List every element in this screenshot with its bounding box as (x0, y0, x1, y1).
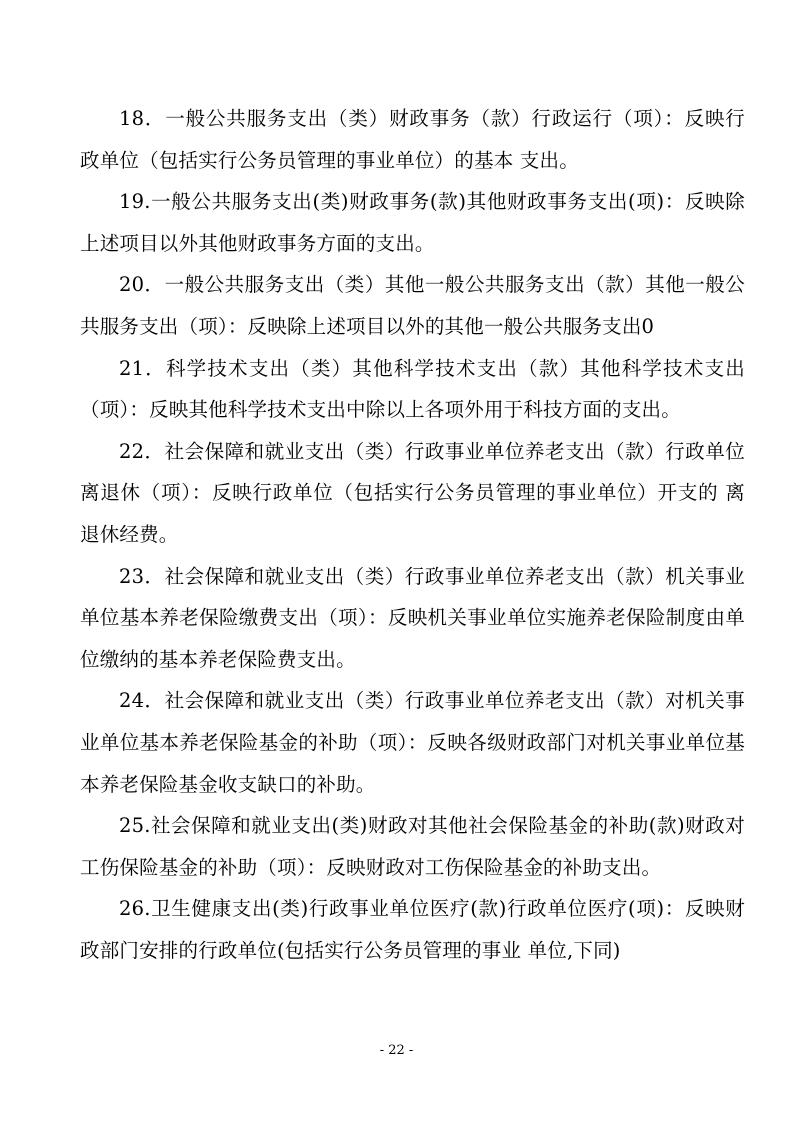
paragraph-26: 26.卫生健康支出(类)行政事业单位医疗(款)行政单位医疗(项)：反映财政部门安排的行政单位(包括实行公务员管理的事业 单位,下同) (80, 897, 745, 962)
paragraph-25: 25.社会保障和就业支出(类)财政对其他社会保险基金的补助(款)财政对工伤保险基金的补助（项）：反映财政对工伤保险基金的补助支出。 (80, 814, 745, 879)
paragraph-18: 18．一般公共服务支出（类）财政事务（款）行政运行（项）：反映行政单位（包括实行公务员管理的事业单位）的基本 支出。 (80, 107, 745, 172)
paragraph-24: 24．社会保障和就业支出（类）行政事业单位养老支出（款）对机关事业单位基本养老保险基金的补助（项）：反映各级财政部门对机关事业单位基本养老保险基金收支缺口的补助。 (80, 689, 745, 796)
paragraph-22: 22．社会保障和就业支出（类）行政事业单位养老支出（款）行政单位离退休（项）：反映行政单位（包括实行公务员管理的事业单位）开支的 离退休经费。 (80, 439, 745, 546)
paragraph-23: 23．社会保障和就业支出（类）行政事业单位养老支出（款）机关事业单位基本养老保险缴费支出（项）：反映机关事业单位实施养老保险制度由单位缴纳的基本养老保险费支出。 (80, 564, 745, 671)
paragraph-21: 21．科学技术支出（类）其他科学技术支出（款）其他科学技术支出（项）：反映其他科学技术支出中除以上各项外用于科技方面的支出。 (80, 356, 745, 422)
paragraph-19: 19.一般公共服务支出(类)财政事务(款)其他财政事务支出(项)：反映除上述项目以外其他财政事务方面的支出。 (80, 190, 745, 255)
page-body (80, 98, 745, 971)
page-number: - 22 - (379, 1043, 414, 1058)
paragraph-20: 20．一般公共服务支出（类）其他一般公共服务支出（款）其他一般公共服务支出（项）：反映除上述项目以外的其他一般公共服务支出0 (80, 273, 745, 338)
